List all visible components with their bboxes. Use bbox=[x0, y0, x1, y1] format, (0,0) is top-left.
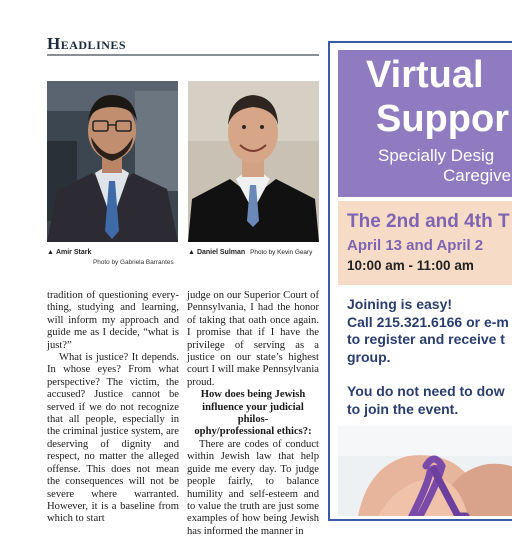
ad-schedule-time: 10:00 am - 11:00 am bbox=[347, 258, 474, 273]
column-2-paragraph-2: There are codes of conduct within Jewish law that help guide me every day. To judge people fairly, to balance humility and self-esteem and to value the truth are just some examples of how being Jewish has informed the manner in bbox=[187, 438, 319, 537]
hands-ribbon-photo bbox=[338, 426, 512, 516]
triangle-icon: ▲ bbox=[47, 249, 54, 256]
ad-subtitle-line-1: Specially Desig bbox=[378, 146, 495, 165]
section-title: Headlines bbox=[47, 34, 127, 53]
ad-title-line-1: Virtual bbox=[366, 54, 484, 96]
credit-amir-stark: Photo by Gabriela Barrantes bbox=[93, 259, 174, 266]
photo-amir-stark bbox=[47, 81, 178, 242]
column-1-paragraph-1: tradition of questioning every- thing, studying and learning, will inform my approach and guide me as I decide, “what is just?” bbox=[47, 290, 179, 351]
ad-join-info: Joining is easy! Call 215.321.6166 or e-m to register and receive t group. bbox=[347, 296, 509, 365]
credit-daniel-sulman: Photo by Kevin Geary bbox=[250, 249, 313, 256]
ad-subtitle-line-2: Caregive bbox=[443, 166, 512, 185]
column-1-paragraph-2: What is justice? It depends. In whose eyes? From what perspective? The victim, the accused? Justice cannot be served if we do not recognize that all people, especially in the criminal justice system, are deserving of dignity and respect, no matter the alleged offense. This does not mean the consequences will not be severe where warranted. However, it is a baseline from which to start bbox=[47, 352, 179, 525]
article-column-2 bbox=[187, 290, 319, 538]
ad-schedule-days: The 2nd and 4th T bbox=[347, 211, 510, 232]
ad-download-info: You do not need to dow to join the event. bbox=[347, 383, 505, 417]
ad-schedule-dates: April 13 and April 2 bbox=[347, 237, 484, 254]
interview-question: How does being Jewish influence your judicial philos- ophy/professional ethics?: bbox=[194, 389, 312, 438]
caption-amir-stark: ▲ Amir Stark bbox=[47, 249, 92, 256]
photo-daniel-sulman bbox=[188, 81, 319, 242]
column-2-paragraph-1: judge on our Superior Court of Pennsylvania, I had the honor of taking that oath once again. I promise that if I have the privilege of serving as a justice on our state’s highest court I will make Pennsylvania proud. bbox=[187, 290, 319, 388]
article-column-1 bbox=[47, 290, 179, 526]
caption-daniel-sulman: ▲ Daniel Sulman Photo by Kevin Geary bbox=[188, 249, 313, 256]
ad-title-line-2: Suppor bbox=[376, 98, 509, 140]
header-rule bbox=[47, 54, 319, 56]
triangle-icon: ▲ bbox=[188, 249, 195, 256]
